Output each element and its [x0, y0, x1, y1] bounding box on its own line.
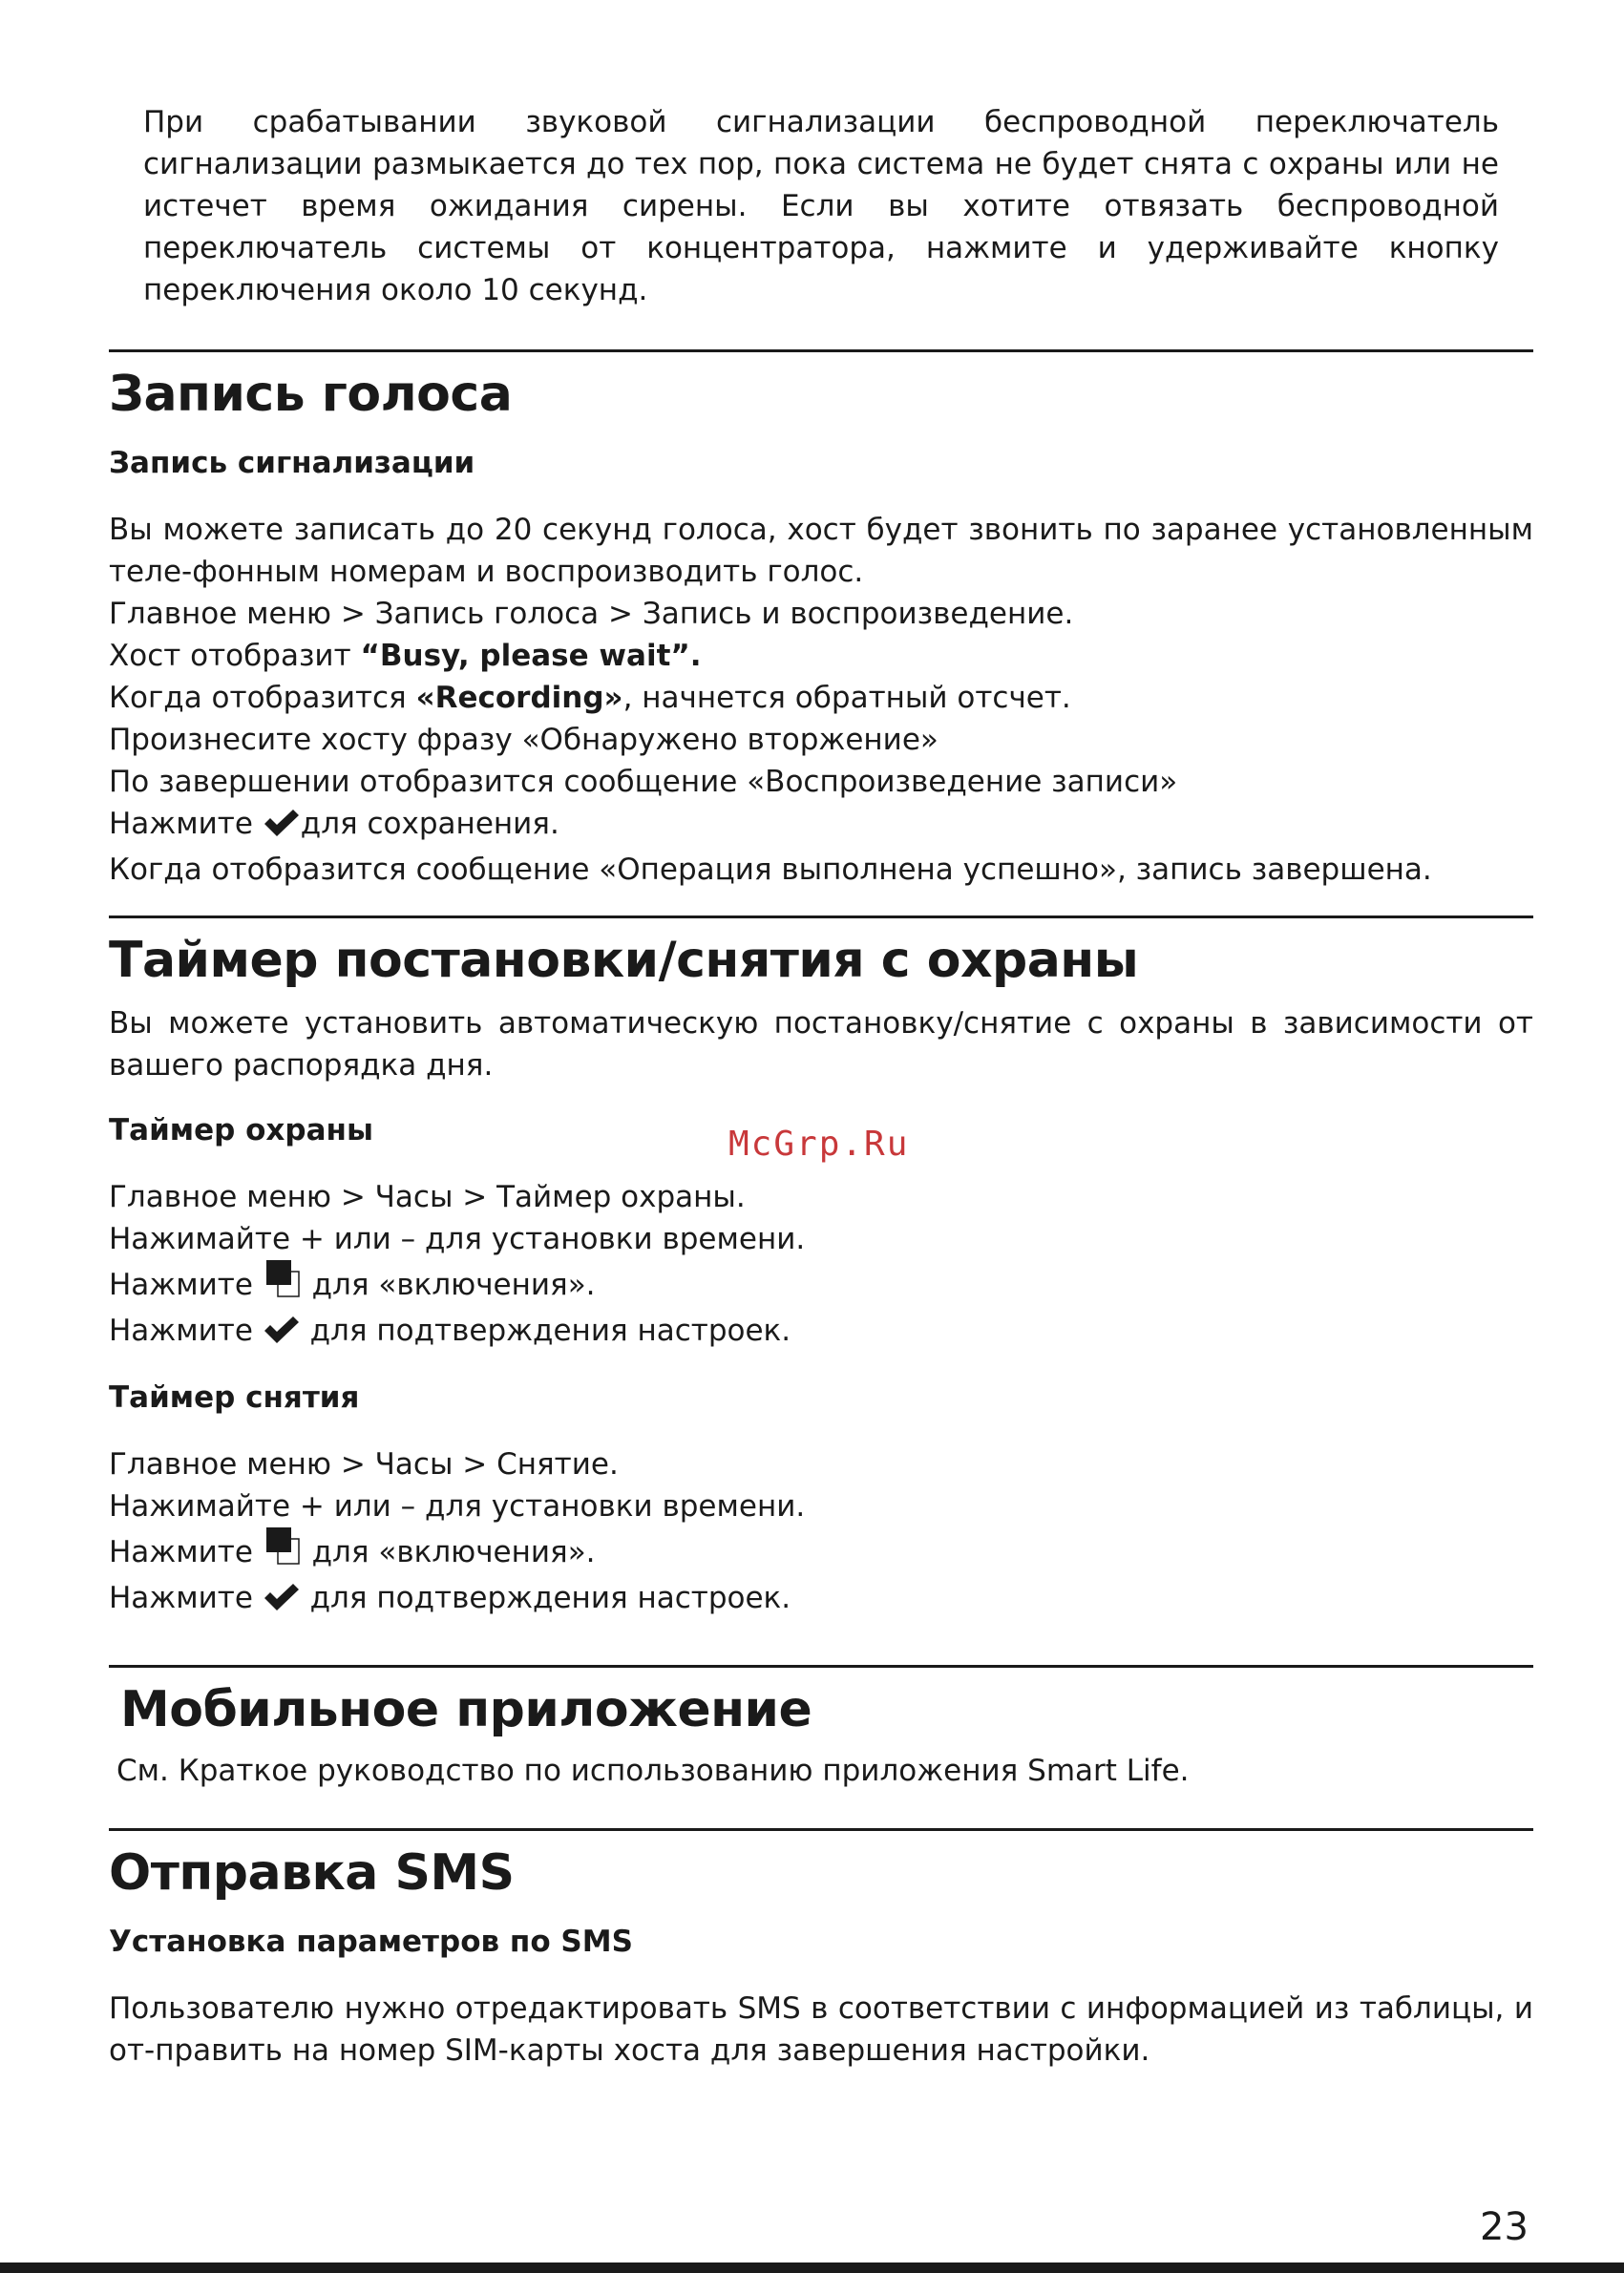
subsection-title-disarm-timer: Таймер снятия: [109, 1380, 360, 1415]
voice-line-6: Нажмите для сохранения.: [109, 803, 1533, 849]
voice-line-4: Произнесите хосту фразу «Обнаружено вторжение»: [109, 723, 939, 757]
section-divider: [109, 916, 1533, 918]
arm-line-4: Нажмите для подтверждения настроек.: [109, 1310, 1533, 1356]
section-divider: [109, 1665, 1533, 1668]
mobile-paragraph: См. Краткое руководство по использованию приложения Smart Life.: [116, 1754, 1190, 1788]
sms-paragraph: Пользователю нужно отредактировать SMS в соответствии с информацией из таблицы, и от-править на номер SIM-карты хоста для завершения настройки.: [109, 1991, 1533, 2068]
arm-line-2: Нажимайте + или – для установки времени.: [109, 1222, 806, 1256]
toggle-square-icon: [263, 1527, 303, 1577]
watermark: McGrp.Ru: [728, 1125, 910, 1164]
subsection-title-sms-setup: Установка параметров по SMS: [109, 1925, 633, 1959]
voice-line-1: Главное меню > Запись голоса > Запись и воспроизведение.: [109, 597, 1074, 631]
section-title-mobile: Мобильное приложение: [120, 1681, 812, 1738]
section-divider: [109, 1828, 1533, 1831]
bottom-bar: [0, 2262, 1624, 2273]
section-title-sms: Отправка SMS: [109, 1844, 515, 1902]
voice-line-7: Когда отобразится сообщение «Операция выполнена успешно», запись завершена.: [109, 852, 1432, 887]
page-number: 23: [1480, 2205, 1529, 2249]
disarm-line-4: Нажмите для подтверждения настроек.: [109, 1577, 1533, 1623]
toggle-square-icon: [263, 1260, 303, 1310]
disarm-line-2: Нажимайте + или – для установки времени.: [109, 1489, 806, 1524]
disarm-line-3: Нажмите для «включения».: [109, 1527, 1533, 1577]
voice-line-3: Когда отобразится «Recording», начнется обратный отсчет.: [109, 681, 1071, 715]
section-title-timer: Таймер постановки/снятия с охраны: [109, 932, 1139, 989]
intro-paragraph: При срабатывании звуковой сигнализации беспроводной переключатель сигнализации размыкается до тех пор, пока система не будет снята с охраны или не истечет время ожидания сирены. Если вы хотите отвязать беспроводной переключатель системы от концентратора, нажмите и удерживайте кнопку переключения около 10 секунд.: [143, 105, 1499, 307]
subsection-title-alarm-record: Запись сигнализации: [109, 446, 475, 480]
section-divider: [109, 349, 1533, 352]
voice-line-2: Хост отобразит “Busy, please wait”.: [109, 639, 702, 673]
subsection-title-arm-timer: Таймер охраны: [109, 1113, 373, 1147]
voice-line-5: По завершении отобразится сообщение «Воспроизведение записи»: [109, 765, 1178, 799]
arm-line-3: Нажмите для «включения».: [109, 1260, 1533, 1310]
voice-paragraph: Вы можете записать до 20 секунд голоса, хост будет звонить по заранее установленным теле-фонным номерам и воспроизводить голос.: [109, 513, 1533, 589]
page-content: [109, 0, 1533, 2072]
checkmark-icon: [263, 807, 301, 849]
timer-paragraph: Вы можете установить автоматическую постановку/снятие с охраны в зависимости от вашего распорядка дня.: [109, 1006, 1533, 1083]
checkmark-icon: [263, 1314, 301, 1356]
arm-line-1: Главное меню > Часы > Таймер охраны.: [109, 1180, 746, 1214]
disarm-line-1: Главное меню > Часы > Снятие.: [109, 1447, 619, 1482]
checkmark-icon: [263, 1581, 301, 1623]
section-title-voice: Запись голоса: [109, 366, 513, 423]
